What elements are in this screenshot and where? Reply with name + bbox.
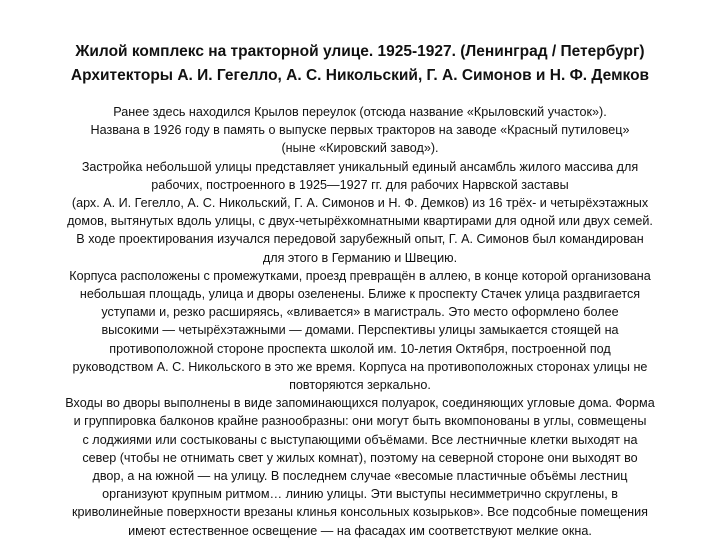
text-line: повторяются зеркально. — [289, 378, 431, 393]
text-line: имеют естественное освещение — на фасадах им соответствуют мелкие окна. — [128, 523, 592, 538]
text-line: Названа в 1926 году в память о выпуске первых тракторов на заводе «Красный путиловец» — [90, 123, 630, 138]
text-line: высокими — четырёхэтажными — домами. Перспективы улицы замыкается стоящей на — [101, 323, 619, 338]
text-line: Застройка небольшой улицы представляет уникальный единый ансамбль жилого массива для — [81, 159, 639, 174]
text-line: Ранее здесь находился Крылов переулок (отсюда название «Крыловский участок»). — [113, 105, 607, 119]
text-line: двор, а на южной — на улицу. В последнем случае «весомые пластичные объёмы лестниц — [92, 469, 628, 484]
text-line: руководством А. С. Никольского в это же время. Корпуса на противоположных сторонах улицы не — [72, 359, 648, 374]
text-line: домов, вытянутых вдоль улицы, с двух-четырёхкомнатными квартирами для одной или двух семей. — [67, 214, 653, 229]
text-line: и группировка балконов крайне разнообразны: они могут быть вкомпонованы в углы, совмещены — [73, 414, 647, 429]
page-title: Жилой комплекс на тракторной улице. 1925-1927. (Ленинград / Петербург) — [75, 43, 645, 60]
text-line: Корпуса расположены с промежутками, проезд превращён в аллею, в конце которой организована — [69, 268, 651, 283]
page-subtitle: Архитекторы А. И. Гегелло, А. С. Никольский, Г. А. Симонов и Н. Ф. Демков — [70, 67, 650, 84]
text-line: рабочих, построенного в 1925—1927 гг. для рабочих Нарвской заставы — [151, 177, 569, 192]
body-text — [20, 103, 700, 540]
text-line: север (чтобы не отнимать свет у жилых комнат), поэтому на северной стороне они выходят во — [82, 450, 638, 465]
text-line: организуют крупным ритмом… линию улицы. Эти выступы несимметрично скруглены, в — [102, 487, 618, 502]
header — [0, 40, 720, 88]
text-line: противоположной стороне проспекта школой им. 10-летия Октября, построенной под — [109, 341, 611, 356]
text-line: с лоджиями или состыкованы с выступающими объёмами. Все лестничные клетки выходят на — [82, 432, 638, 447]
text-line: (арх. А. И. Гегелло, А. С. Никольский, Г. А. Симонов и Н. Ф. Демков) из 16 трёх- и четырёхэтажных — [71, 196, 649, 211]
text-line: уступами и, резко расширяясь, «вливается» в магистраль. Это место оформлено более — [101, 305, 619, 320]
text-line: В ходе проектирования изучался передовой зарубежный опыт, Г. А. Симонов был командирован — [76, 232, 644, 247]
text-line: (ныне «Кировский завод»). — [281, 141, 439, 156]
text-line: небольшая площадь, улица и дворы озеленены. Ближе к проспекту Стачек улица раздвигается — [79, 287, 641, 302]
text-line: Входы во дворы выполнены в виде запоминающихся полуарок, соединяющих угловые дома. Форма — [65, 396, 655, 411]
text-line: криволинейные поверхности врезаны клинья консольных козырьков». Все подсобные помещения — [72, 505, 648, 520]
text-line: для этого в Германию и Швецию. — [262, 250, 458, 265]
